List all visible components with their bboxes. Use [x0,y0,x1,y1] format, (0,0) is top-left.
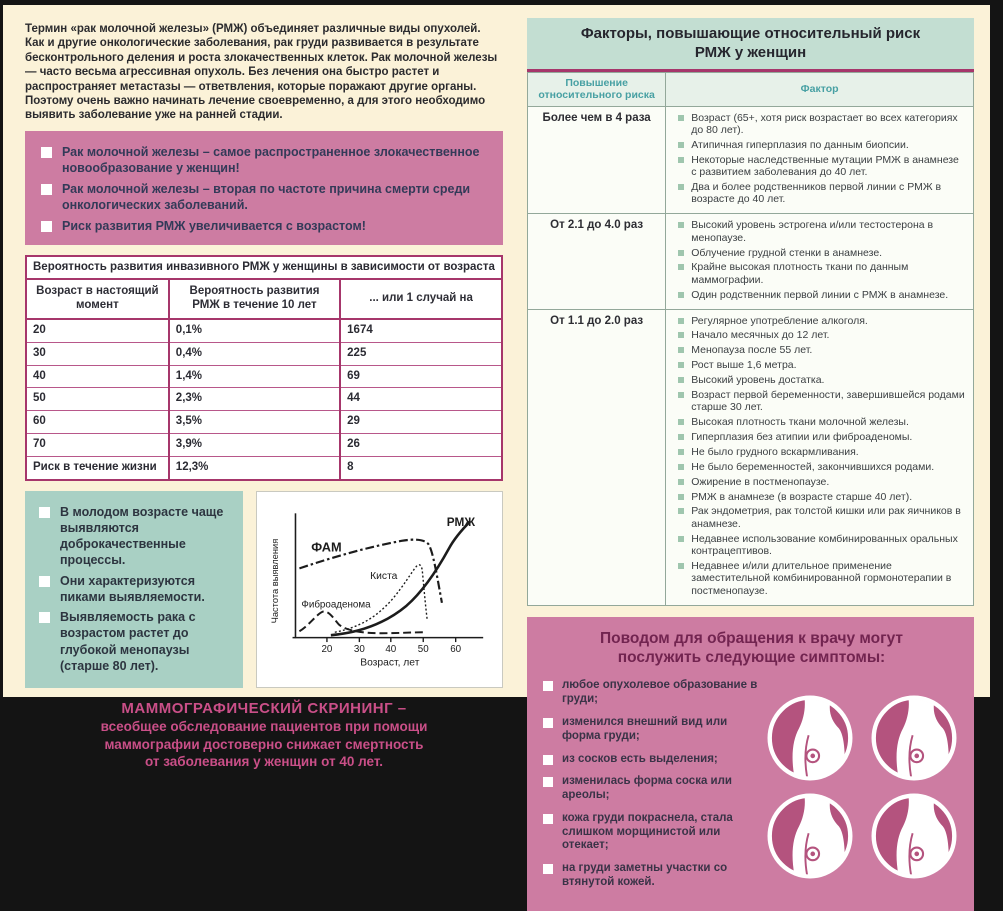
square-bullet-icon [678,250,684,256]
breast-symptom-icon [870,694,958,782]
cell-age: 40 [26,365,169,388]
breast-symptom-icon [766,792,854,880]
x-axis-label: Возраст, лет [359,657,419,669]
square-bullet-icon [543,718,553,728]
x-tick-label: 60 [449,644,461,656]
list-item [678,491,965,503]
list-item [41,181,489,213]
factor-text: Возраст (65+, хотя риск возрастает во всех категориях до 80 лет). [691,111,958,137]
table-row [528,106,974,214]
table-row [26,434,502,457]
factor-text: Недавнее использование комбинированных оральных контрацептивов. [691,532,958,558]
table-row [528,214,974,309]
factor-text: Один родственник первой линии с РМЖ в анамнезе. [691,288,949,301]
list-item [39,504,233,569]
list-item [678,389,965,414]
factors-cell [666,309,974,605]
factor-text: Ожирение в постменопаузе. [691,475,830,488]
square-bullet-icon [678,464,684,470]
factor-text: Менопауза после 55 лет. [691,344,813,357]
table-header-row [26,279,502,319]
square-bullet-icon [39,507,50,518]
risk-level-cell: От 1.1 до 2.0 раз [528,309,666,605]
cell-one-in: 29 [340,411,502,434]
cell-one-in: 44 [340,388,502,411]
breast-symptom-icon [766,694,854,782]
list-item [543,716,758,744]
table-row [26,456,502,479]
probability-table [25,255,503,481]
square-bullet-icon [678,115,684,121]
list-item [678,416,965,428]
cell-probability: 0,1% [169,319,340,342]
list-item [678,374,965,386]
incidence-chart [256,491,503,689]
list-item [678,181,965,206]
square-bullet-icon [678,332,684,338]
screening-note-line: МАММОГРАФИЧЕСКИЙ СКРИНИНГ – [121,700,407,718]
square-bullet-icon [678,392,684,398]
factor-text: Высокий уровень эстрогена и/или тестостерона в менопаузе. [691,219,934,244]
list-item [678,560,965,597]
factor-text: Облучение грудной стенки в анамнезе. [691,246,883,259]
factor-text: Не было грудного вскармливания. [691,445,859,458]
symptoms-list [543,675,758,899]
cell-age: 30 [26,342,169,365]
list-item [543,812,758,853]
key-facts-box [25,131,503,245]
screening-note-line: всеобщее обследование пациентов при помощи [100,719,428,735]
note-text: Выявляемость рака с возрастом растет до глубокой менопаузы (старше 80 лет). [60,610,196,673]
table-title: Вероятность развития инвазивного РМЖ у женщины в зависимости от возраста [26,256,502,280]
list-item [678,505,965,530]
factor-text: Рост выше 1,6 метра. [691,359,797,372]
square-bullet-icon [678,479,684,485]
fact-text: Рак молочной железы – вторая по частоте причина смерти среди онкологических заболеваний. [62,181,471,212]
list-item [543,753,758,767]
column-header: Возраст в настоящий момент [26,279,169,319]
square-bullet-icon [678,292,684,298]
series-label: РМЖ [446,516,475,530]
series-rmzh-line [330,522,470,636]
square-bullet-icon [543,777,553,787]
note-text: Они характеризуются пиками выявляемости. [60,573,205,604]
fact-text: Рак молочной железы – самое распространенное злокачественное новообразование у женщин! [62,144,480,175]
breast-symptom-icon [870,792,958,880]
intro-paragraph: Термин «рак молочной железы» (РМЖ) объединяет различные виды опухолей. Как и другие онкологические заболевания, рак груди развивается в результате бесконтрольного деления и роста злокачественных клеток. Рак молочной железы — часто весьма агрессивная опухоль. Без лечения она быстро растет и распространяет метастазы — ответвления, которые поражают другие органы. Поэтому очень важно начинать лечение своевременно, а для этого необходимо выявить заболевание уже на ранней стадии. [25,23,498,122]
symptom-icons-grid [766,675,960,899]
list-item [678,359,965,371]
table-row [26,411,502,434]
list-item [678,139,965,151]
square-bullet-icon [678,508,684,514]
factors-cell [666,214,974,309]
square-bullet-icon [678,434,684,440]
square-bullet-icon [41,147,52,158]
screening-note-line: от заболевания у женщин от 40 лет. [144,754,384,770]
factor-list [672,315,967,598]
square-bullet-icon [678,142,684,148]
list-item [39,609,233,674]
right-column [527,18,974,889]
square-bullet-icon [678,563,684,569]
symptom-text: изменилась форма соска или ареолы; [562,775,732,802]
symptoms-box [527,617,974,911]
cell-one-in: 225 [340,342,502,365]
left-column [25,18,503,770]
list-item [678,219,965,244]
series-label: ФАМ [310,539,342,555]
square-bullet-icon [678,222,684,228]
symptom-text: кожа груди покраснела, стала слишком морщинистой или отекает; [562,811,733,852]
square-bullet-icon [678,318,684,324]
table-row [26,319,502,342]
column-header: Повышение относительного риска [528,72,666,106]
list-item [39,573,233,606]
symptoms-title: Поводом для обращения к врачу могут послужить следующие симптомы: [600,629,903,666]
cell-one-in: 69 [340,365,502,388]
detection-notes-box [25,491,243,689]
list-item [543,862,758,890]
line-chart-canvas [266,503,494,675]
symptom-text: любое опухолевое образование в груди; [562,679,758,706]
cell-one-in: 26 [340,434,502,457]
table-title-row [26,256,502,280]
table-row [26,388,502,411]
list-item [678,446,965,458]
factor-text: Не было беременностей, закончившихся родами. [691,460,935,473]
symptoms-body [543,675,960,899]
table-row [26,365,502,388]
screening-note [25,700,503,771]
square-bullet-icon [678,536,684,542]
cell-age: 70 [26,434,169,457]
cell-probability: 3,5% [169,411,340,434]
factor-text: Высокий уровень достатка. [691,374,825,387]
list-item [543,775,758,803]
factor-list [672,219,967,301]
x-tick-label: 20 [320,644,332,656]
factor-text: Высокая плотность ткани молочной железы. [691,416,909,429]
x-tick-label: 40 [384,644,396,656]
square-bullet-icon [678,494,684,500]
square-bullet-icon [678,157,684,163]
column-header: Фактор [666,72,974,106]
square-bullet-icon [678,347,684,353]
risk-level-cell: От 2.1 до 4.0 раз [528,214,666,309]
list-item [678,289,965,301]
list-item [543,679,758,707]
symptom-text: на груди заметны участки со втянутой кожей. [562,862,728,889]
factor-text: Недавнее и/или длительное применение заместительной комбинированной гормонотерапии в постменопаузе. [691,559,952,597]
list-item [678,431,965,443]
cell-age: 50 [26,388,169,411]
series-label: Киста [369,571,397,583]
factor-text: Крайне высокая плотность ткани по данным маммографии. [691,261,909,286]
cell-one-in: 1674 [340,319,502,342]
list-item [678,154,965,179]
list-item [678,476,965,488]
notes-and-chart-row [25,491,503,689]
square-bullet-icon [678,449,684,455]
note-text: В молодом возрасте чаще выявляются доброкачественные процессы. [60,504,224,568]
cell-probability: 2,3% [169,388,340,411]
table-header-row [528,72,974,106]
series-label: Фиброаденома [300,600,371,612]
symptom-text: из сосков есть выделения; [562,752,718,765]
factor-text: Рак эндометрия, рак толстой кишки или рак яичников в анамнезе. [691,505,961,530]
square-bullet-icon [39,612,50,623]
square-bullet-icon [543,681,553,691]
factor-text: РМЖ в анамнезе (в возрасте старше 40 лет). [691,490,913,503]
square-bullet-icon [543,814,553,824]
factor-text: Гиперплазия без атипии или фиброаденомы. [691,431,913,444]
screening-note-line: маммографии достоверно снижает смертность [104,736,424,752]
cell-age: 20 [26,319,169,342]
factor-text: Возраст первой беременности, завершившейся родами старше 30 лет. [691,388,965,414]
list-item [678,261,965,286]
column-header: Вероятность развития РМЖ в течение 10 лет [169,279,340,319]
square-bullet-icon [678,264,684,270]
list-item [41,218,489,234]
risk-factors-table [527,72,974,606]
list-item [41,144,489,176]
y-axis-label: Частота выявления [269,539,280,624]
square-bullet-icon [543,755,553,765]
square-bullet-icon [543,864,553,874]
table-row [528,309,974,605]
factor-text: Регулярное употребление алкоголя. [691,314,868,327]
list-item [678,315,965,327]
factors-cell [666,106,974,214]
cell-probability: 0,4% [169,342,340,365]
square-bullet-icon [678,419,684,425]
x-tick-label: 50 [417,644,429,656]
square-bullet-icon [678,362,684,368]
fact-text: Риск развития РМЖ увеличивается с возрастом! [62,218,366,233]
list-item [678,112,965,137]
factor-text: Начало месячных до 12 лет. [691,329,830,342]
symptom-text: изменился внешний вид или форма груди; [562,715,728,742]
cell-age: Риск в течение жизни [26,456,169,479]
table-row [26,342,502,365]
x-tick-label: 30 [353,644,365,656]
factor-text: Некоторые наследственные мутации РМЖ в анамнезе с развитием заболевания до 40 лет. [691,153,959,179]
list-item [678,247,965,259]
list-item [678,461,965,473]
list-item [678,329,965,341]
square-bullet-icon [39,576,50,587]
square-bullet-icon [678,377,684,383]
factor-text: Атипичная гиперплазия по данным биопсии. [691,138,909,151]
list-item [678,344,965,356]
cell-probability: 1,4% [169,365,340,388]
square-bullet-icon [41,184,52,195]
factor-text: Два и более родственников первой линии с РМЖ в возрасте до 40 лет. [691,181,942,206]
cell-one-in: 8 [340,456,502,479]
list-item [678,533,965,558]
cell-probability: 3,9% [169,434,340,457]
square-bullet-icon [678,184,684,190]
square-bullet-icon [41,221,52,232]
risk-level-cell: Более чем в 4 раза [528,106,666,214]
risk-factors-header: Факторы, повышающие относительный риск РМЖ у женщин [527,18,974,72]
cell-probability: 12,3% [169,456,340,479]
column-header: ... или 1 случай на [340,279,502,319]
factor-list [672,112,967,206]
cell-age: 60 [26,411,169,434]
